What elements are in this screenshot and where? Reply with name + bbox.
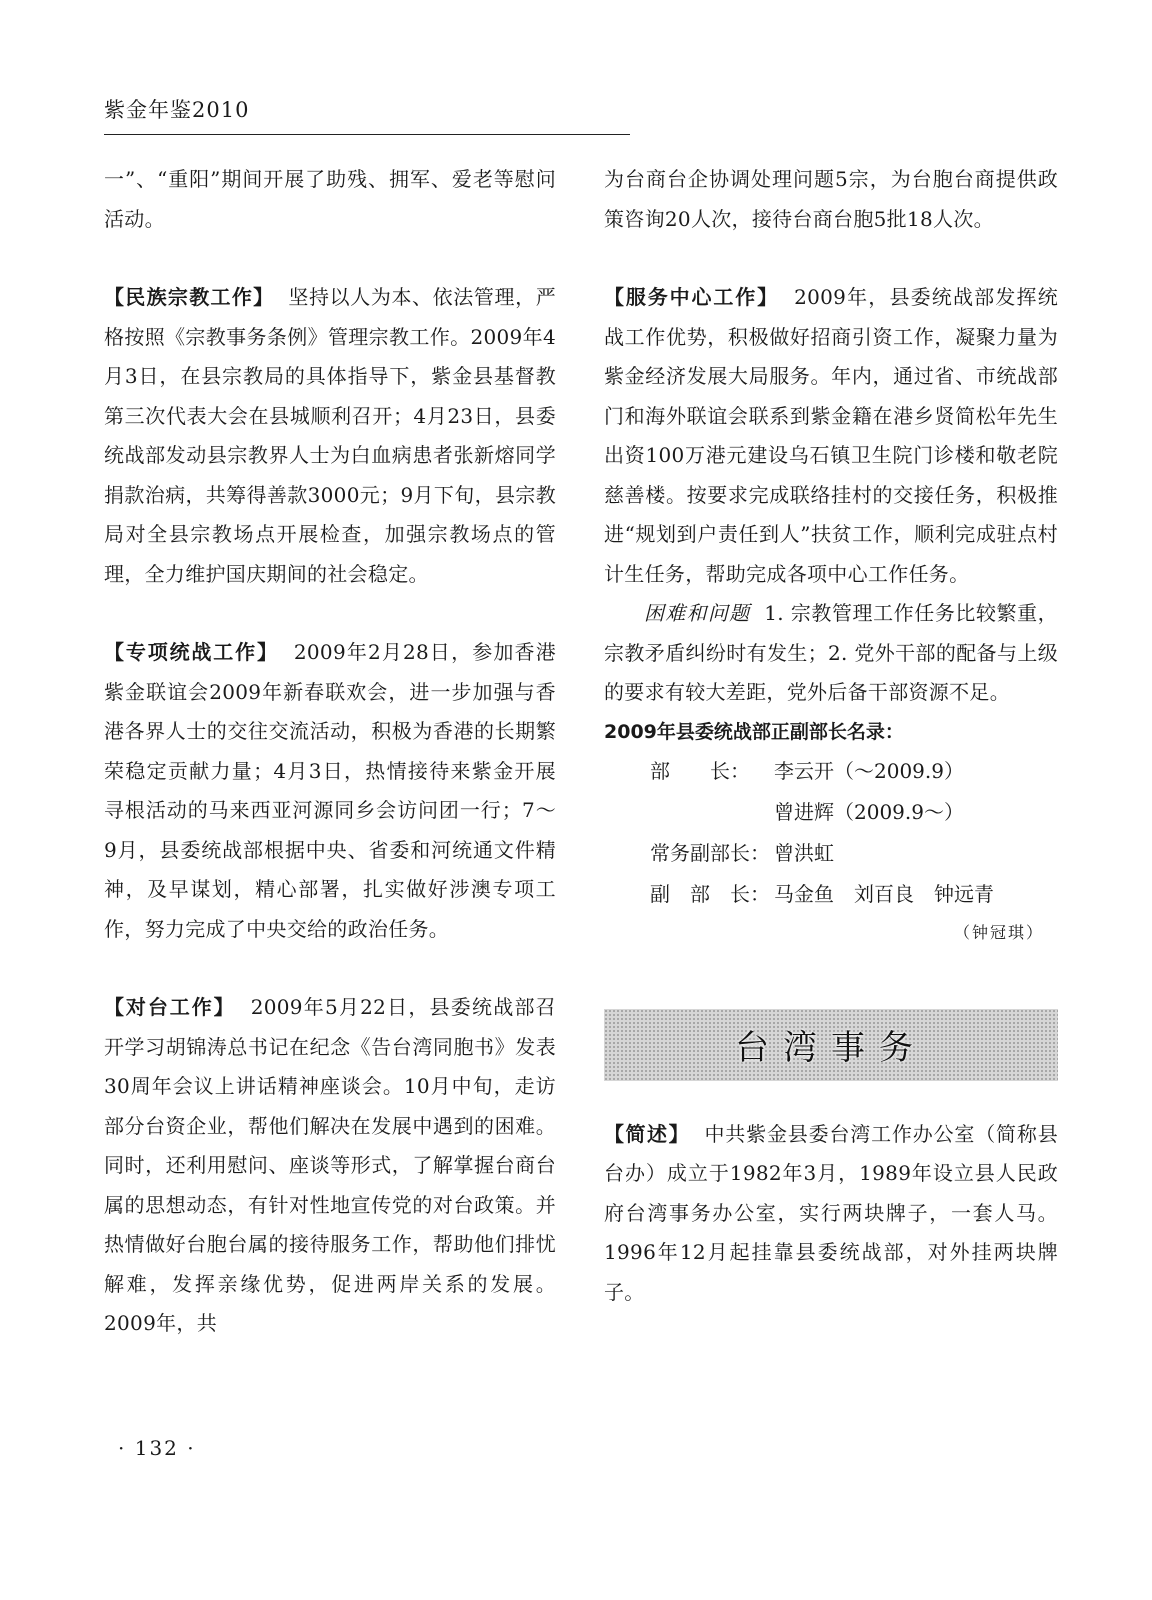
author-credit: （钟冠琪） xyxy=(953,922,1044,942)
ethnic-religion-paragraph xyxy=(104,278,556,594)
difficulty-body: 1. 宗教管理工作任务比较繁重，宗教矛盾纠纷时有发生；2. 党外干部的配备与上级的要求有较大差距，党外后备干部资源不足。 xyxy=(604,601,1058,704)
roster-row xyxy=(604,874,1058,915)
roster-row xyxy=(604,792,1058,833)
page-number: · 132 · xyxy=(118,1436,196,1460)
taiwan-work-paragraph xyxy=(104,988,556,1344)
taiwan-work-body: 2009年5月22日，县委统战部召开学习胡锦涛总书记在纪念《告台湾同胞书》发表30周年会议上讲话精神座谈会。10月中旬，走访部分台资企业，帮他们解决在发展中遇到的困难。同时，还利用慰问、座谈等形式，了解掌握台商台属的思想动态，有针对性地宣传党的对台政策。并热情做好台胞台属的接待服务工作，帮助他们排忧解难，发挥亲缘优势，促进两岸关系的发展。2009年，共 xyxy=(104,995,556,1335)
service-center-paragraph xyxy=(604,278,1058,594)
special-united-front-paragraph xyxy=(104,633,556,949)
roster-row xyxy=(604,833,1058,874)
running-header: 紫金年鉴2010 xyxy=(104,98,250,122)
roster-value: 李云开（～2009.9） xyxy=(774,758,964,783)
leader-list-title: 2009年县委统战部正副部长名录： xyxy=(604,720,904,743)
header-rule xyxy=(104,134,630,135)
roster-value: 曾洪虹 xyxy=(774,840,834,865)
taiwan-work-heading: 【对台工作】 xyxy=(104,995,236,1019)
left-column xyxy=(104,160,556,1344)
difficulty-paragraph xyxy=(604,594,1058,713)
roster-row xyxy=(604,751,1058,792)
difficulty-label: 困难和问题 xyxy=(644,601,751,625)
ethnic-religion-body: 坚持以人为本、依法管理，严格按照《宗教事务条例》管理宗教工作。2009年4月3日，在县宗教局的具体指导下，紫金县基督教第三次代表大会在县城顺利召开；4月23日，县委统战部发动县宗教界人士为白血病患者张新熔同学捐款治病，共筹得善款3000元；9月下旬，县宗教局对全县宗教场点开展检查，加强宗教场点的管理，全力维护国庆期间的社会稳定。 xyxy=(104,285,556,586)
service-center-heading: 【服务中心工作】 xyxy=(604,285,780,309)
roster-label: 常务副部长： xyxy=(650,840,770,865)
section-banner xyxy=(604,1009,1058,1081)
summary-body: 中共紫金县委台湾工作办公室（简称县台办）成立于1982年3月，1989年设立县人民政府台湾事务办公室，实行两块牌子，一套人马。1996年12月起挂靠县委统战部，对外挂两块牌子。 xyxy=(604,1121,1058,1304)
section-title: 台湾事务 xyxy=(735,1028,927,1068)
ethnic-religion-heading: 【民族宗教工作】 xyxy=(104,285,275,309)
roster-value: 马金鱼 刘百良 钟远青 xyxy=(774,881,994,906)
continued-paragraph-right: 为台商台企协调处理问题5宗，为台胞台商提供政策咨询20人次，接待台商台胞5批18人次。 xyxy=(604,167,1058,231)
roster-label: 副 部 长： xyxy=(650,881,770,906)
summary-heading: 【简述】 xyxy=(604,1121,691,1146)
continued-paragraph: 一”、“重阳”期间开展了助残、拥军、爱老等慰问活动。 xyxy=(104,167,556,231)
roster-label: 部 长： xyxy=(650,758,750,783)
roster-value: 曾进辉（2009.9～） xyxy=(774,799,964,824)
service-center-body: 2009年，县委统战部发挥统战工作优势，积极做好招商引资工作，凝聚力量为紫金经济发展大局服务。年内，通过省、市统战部门和海外联谊会联系到紫金籍在港乡贤简松年先生出资100万港元建设乌石镇卫生院门诊楼和敬老院慈善楼。按要求完成联络挂村的交接任务，积极推进“规划到户责任到人”扶贫工作，顺利完成驻点村计生任务，帮助完成各项中心工作任务。 xyxy=(604,285,1058,586)
special-united-front-body: 2009年2月28日，参加香港紫金联谊会2009年新春联欢会，进一步加强与香港各界人士的交往交流活动，积极为香港的长期繁荣稳定贡献力量；4月3日，热情接待来紫金开展寻根活动的马来西亚河源同乡会访问团一行；7～9月，县委统战部根据中央、省委和河统通文件精神，及早谋划，精心部署，扎实做好涉澳专项工作，努力完成了中央交给的政治任务。 xyxy=(104,640,556,941)
special-united-front-heading: 【专项统战工作】 xyxy=(104,640,279,664)
roster-label xyxy=(650,792,774,833)
right-column xyxy=(604,160,1058,1312)
summary-paragraph xyxy=(604,1115,1058,1313)
